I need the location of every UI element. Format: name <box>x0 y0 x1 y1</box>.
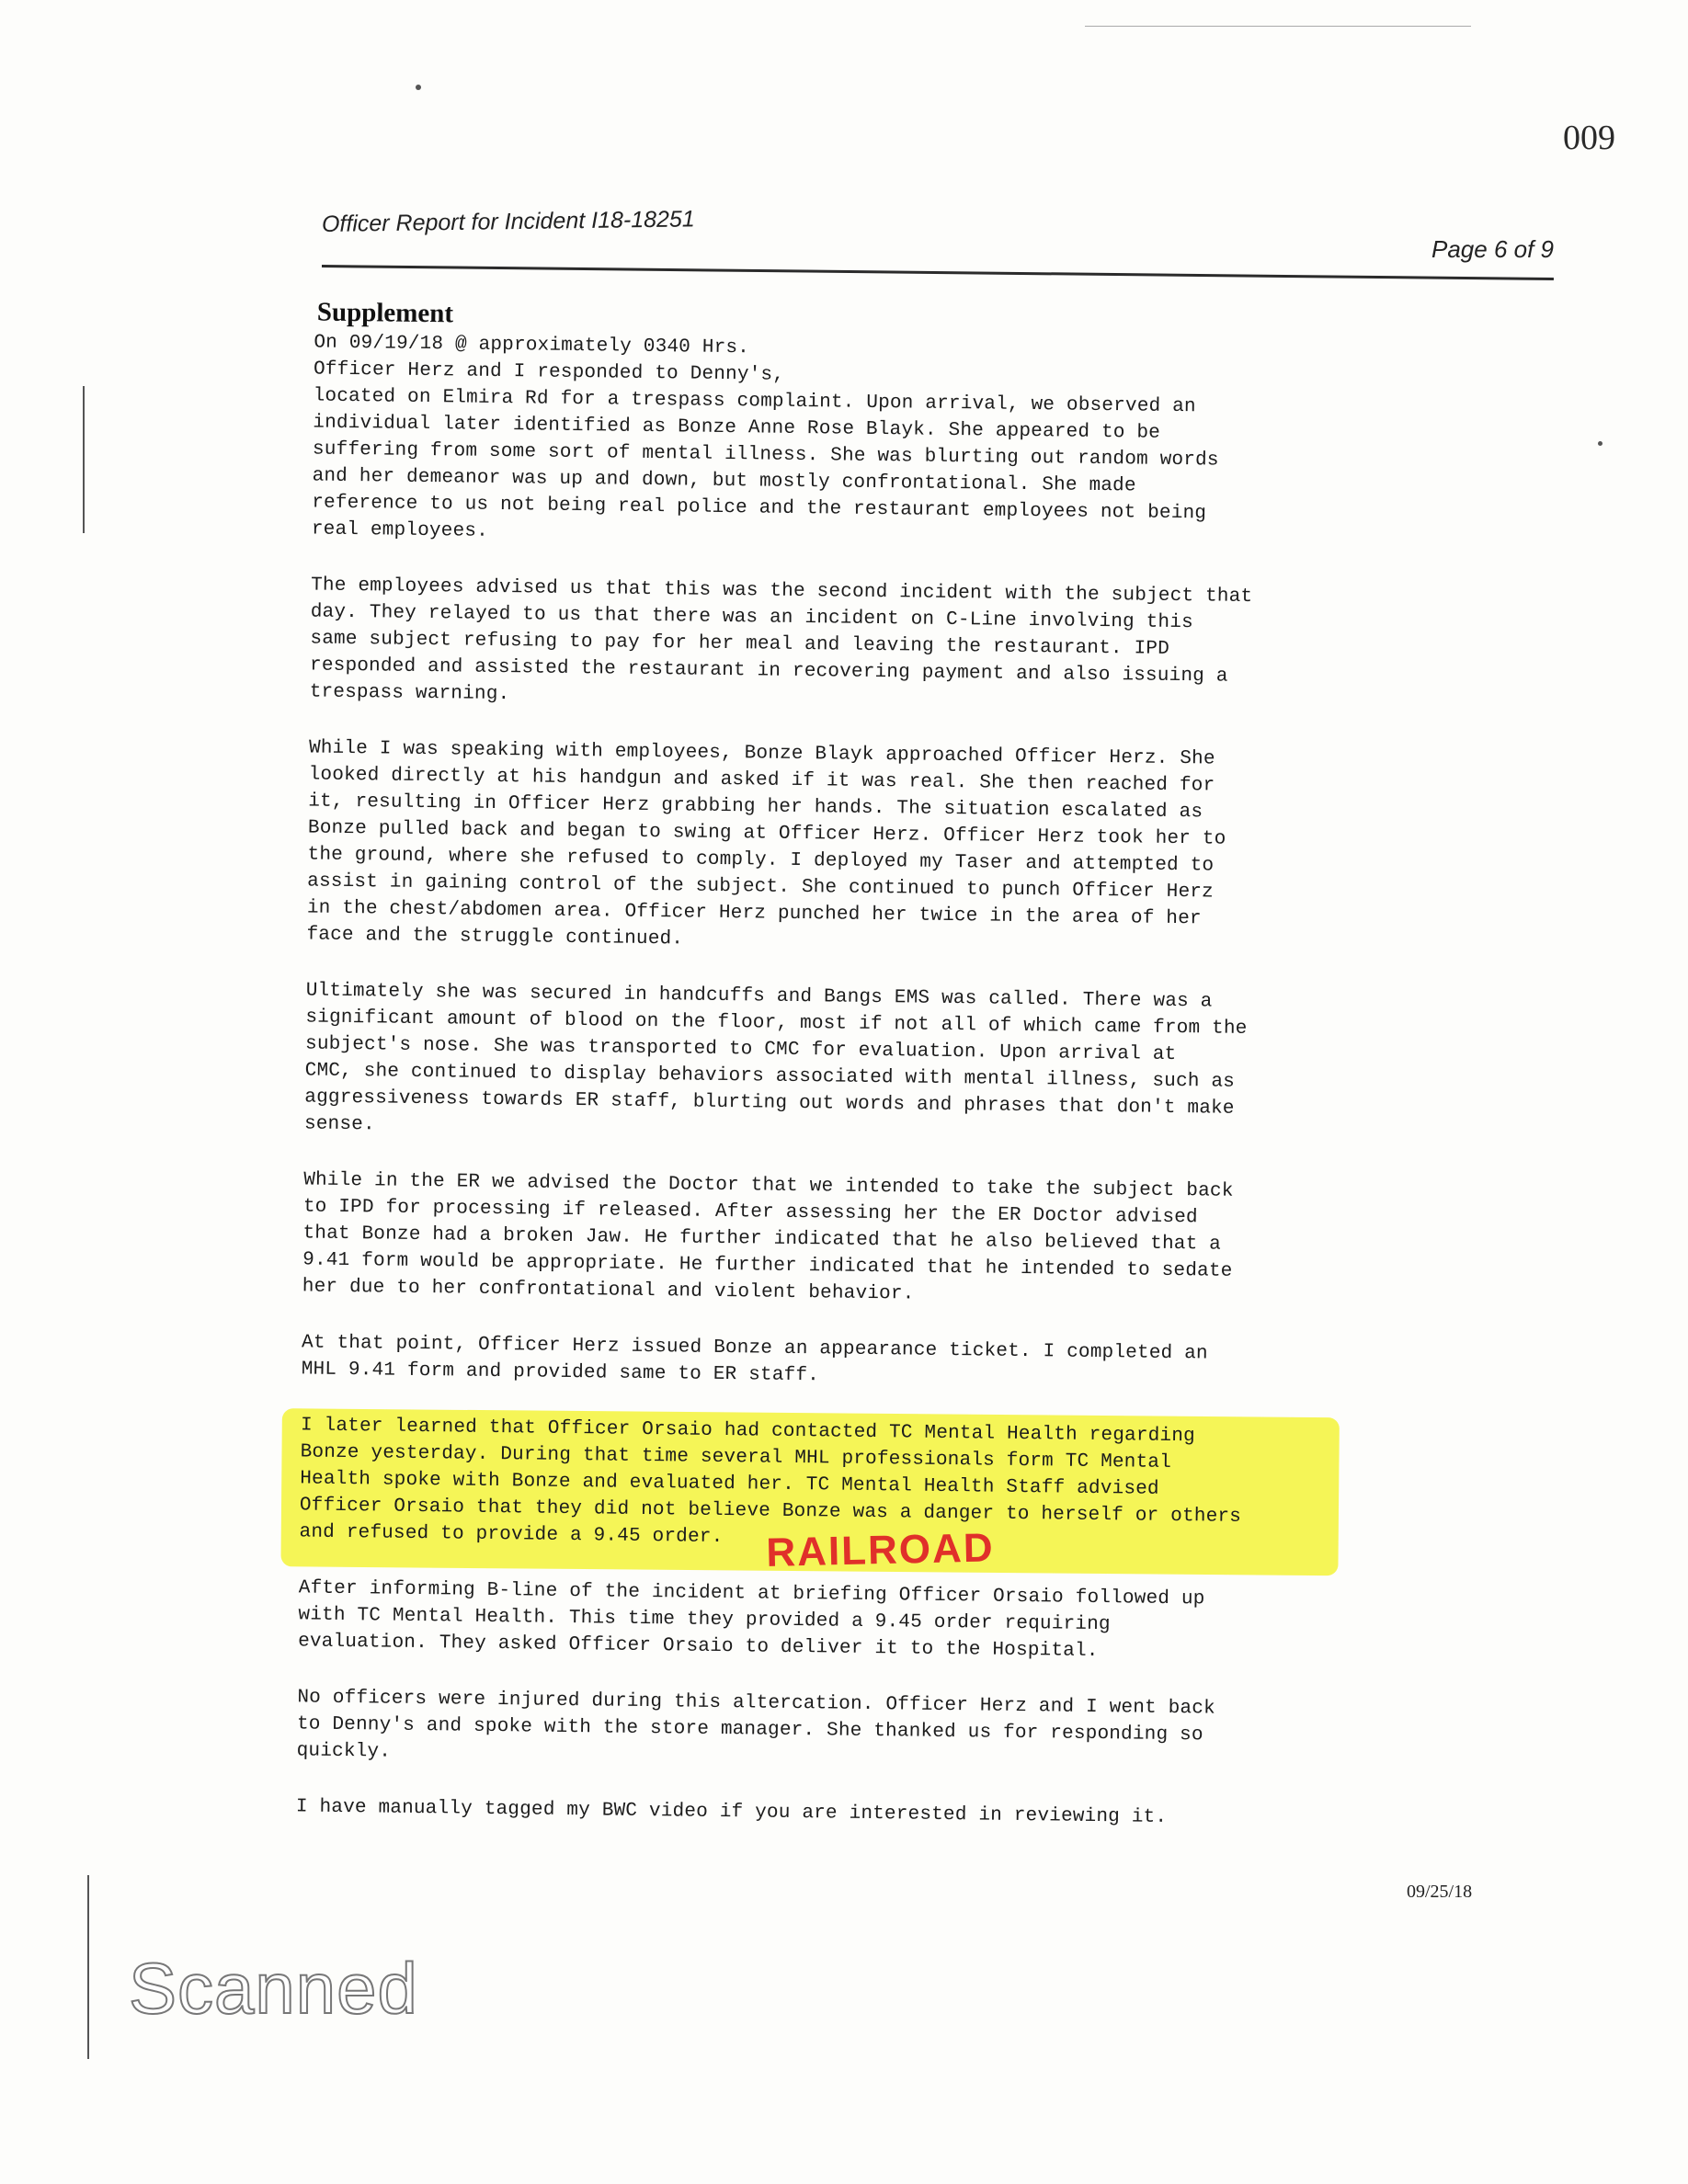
handwritten-annotation: RAILROAD <box>765 1525 996 1575</box>
paragraph: After informing B-line of the incident at briefing Officer Orsaio followed up with TC Mental Health. This time they provided a 9.45 order requiring evaluation. They asked Officer Orsaio to deliver it to the Hospital. <box>297 1577 1205 1663</box>
scan-speck <box>1598 441 1602 446</box>
scan-speck <box>416 85 421 90</box>
paragraph: Ultimately she was secured in handcuffs and Bangs EMS was called. There was a significant amount of blood on the floor, most if not all of which came from the subject's nose. She was transported to CMC for evaluation. Upon arrival at CMC, she continued to display behaviors associated with mental illness, such as aggressiveness towards ER staff, blurting out words and phrases that don't make sense. <box>303 980 1248 1136</box>
report-title: Officer Report for Incident I18-18251 <box>321 206 695 237</box>
paragraph: No officers were injured during this altercation. Officer Herz and I went back to Denny's and spoke with the store manager. She thanked us for responding so quickly. <box>296 1687 1216 1763</box>
scan-margin-line <box>87 1875 89 2059</box>
scanned-stamp: Scanned <box>129 1948 418 2029</box>
paragraph: The employees advised us that this was the second incident with the subject that day. They relayed to us that there was an incident on C-Line involving this same subject refusing to pay for her meal and leaving the restaurant. IPD responded and assisted the restaurant in recovering payment and also issuing a trespass warning. <box>309 574 1253 706</box>
paragraph: At that point, Officer Herz issued Bonze an appearance ticket. I completed an MHL 9.41 form and provided same to ER staff. <box>301 1332 1208 1387</box>
highlighted-passage <box>260 1412 1347 1575</box>
header-divider <box>322 265 1554 280</box>
scan-artifact-line <box>1085 26 1471 27</box>
paragraph: While I was speaking with employees, Bonze Blayk approached Officer Herz. She looked directly at his handgun and asked if it was real. She then reached for it, resulting in Officer Herz grabbing her hands. The situation escalated as Bonze pulled back and began to swing at Officer Herz. Officer Herz took her to the ground, where she refused to comply. I deployed my Taser and attempted to assist in gaining control of the subject. She continued to punch Officer Herz in the chest/abdomen area. Officer Herz punched her twice in the area of her face and the struggle continued. <box>306 737 1226 950</box>
scan-margin-line <box>83 386 85 533</box>
paragraph: While in the ER we advised the Doctor that we intended to take the subject back to IPD for processing if released. After assessing her the ER Doctor advised that Bonze had a broken Jaw. He further indicated that he also believed that a 9.41 form would be appropriate. He further indicated that he intended to sedate her due to her confrontational and violent behavior. <box>302 1169 1234 1305</box>
paragraph: I have manually tagged my BWC video if you are interested in reviewing it. <box>295 1796 1168 1828</box>
report-header <box>322 184 1554 313</box>
paragraph: On 09/19/18 @ approximately 0340 Hrs. Officer Herz and I responded to Denny's, located on Elmira Rd for a trespass complaint. Upon arrival, we observed an individual later identified as Bonze Anne Rose Blayk. She appeared to be suffering from some sort of mental illness. She was blurting out random words and her demeanor was up and down, but mostly confrontational. She made reference to us not being real police and the restaurant employees not being real employees. <box>311 332 1219 542</box>
print-date: 09/25/18 <box>1407 1882 1473 1902</box>
page-number: 009 <box>1563 119 1615 157</box>
report-body <box>257 297 1361 1862</box>
page-indicator: Page 6 of 9 <box>1431 235 1554 263</box>
highlighted-paragraph: I later learned that Officer Orsaio had contacted TC Mental Health regarding Bonze yesterday. During that time several MHL professionals form TC Mental Health spoke with Bonze and evaluated her. TC Mental Health Staff advised Officer Orsaio that they did not believe Bonze was a danger to herself or others and refused to provide a 9.45 order. <box>299 1415 1242 1549</box>
section-title: Supplement <box>316 297 454 329</box>
